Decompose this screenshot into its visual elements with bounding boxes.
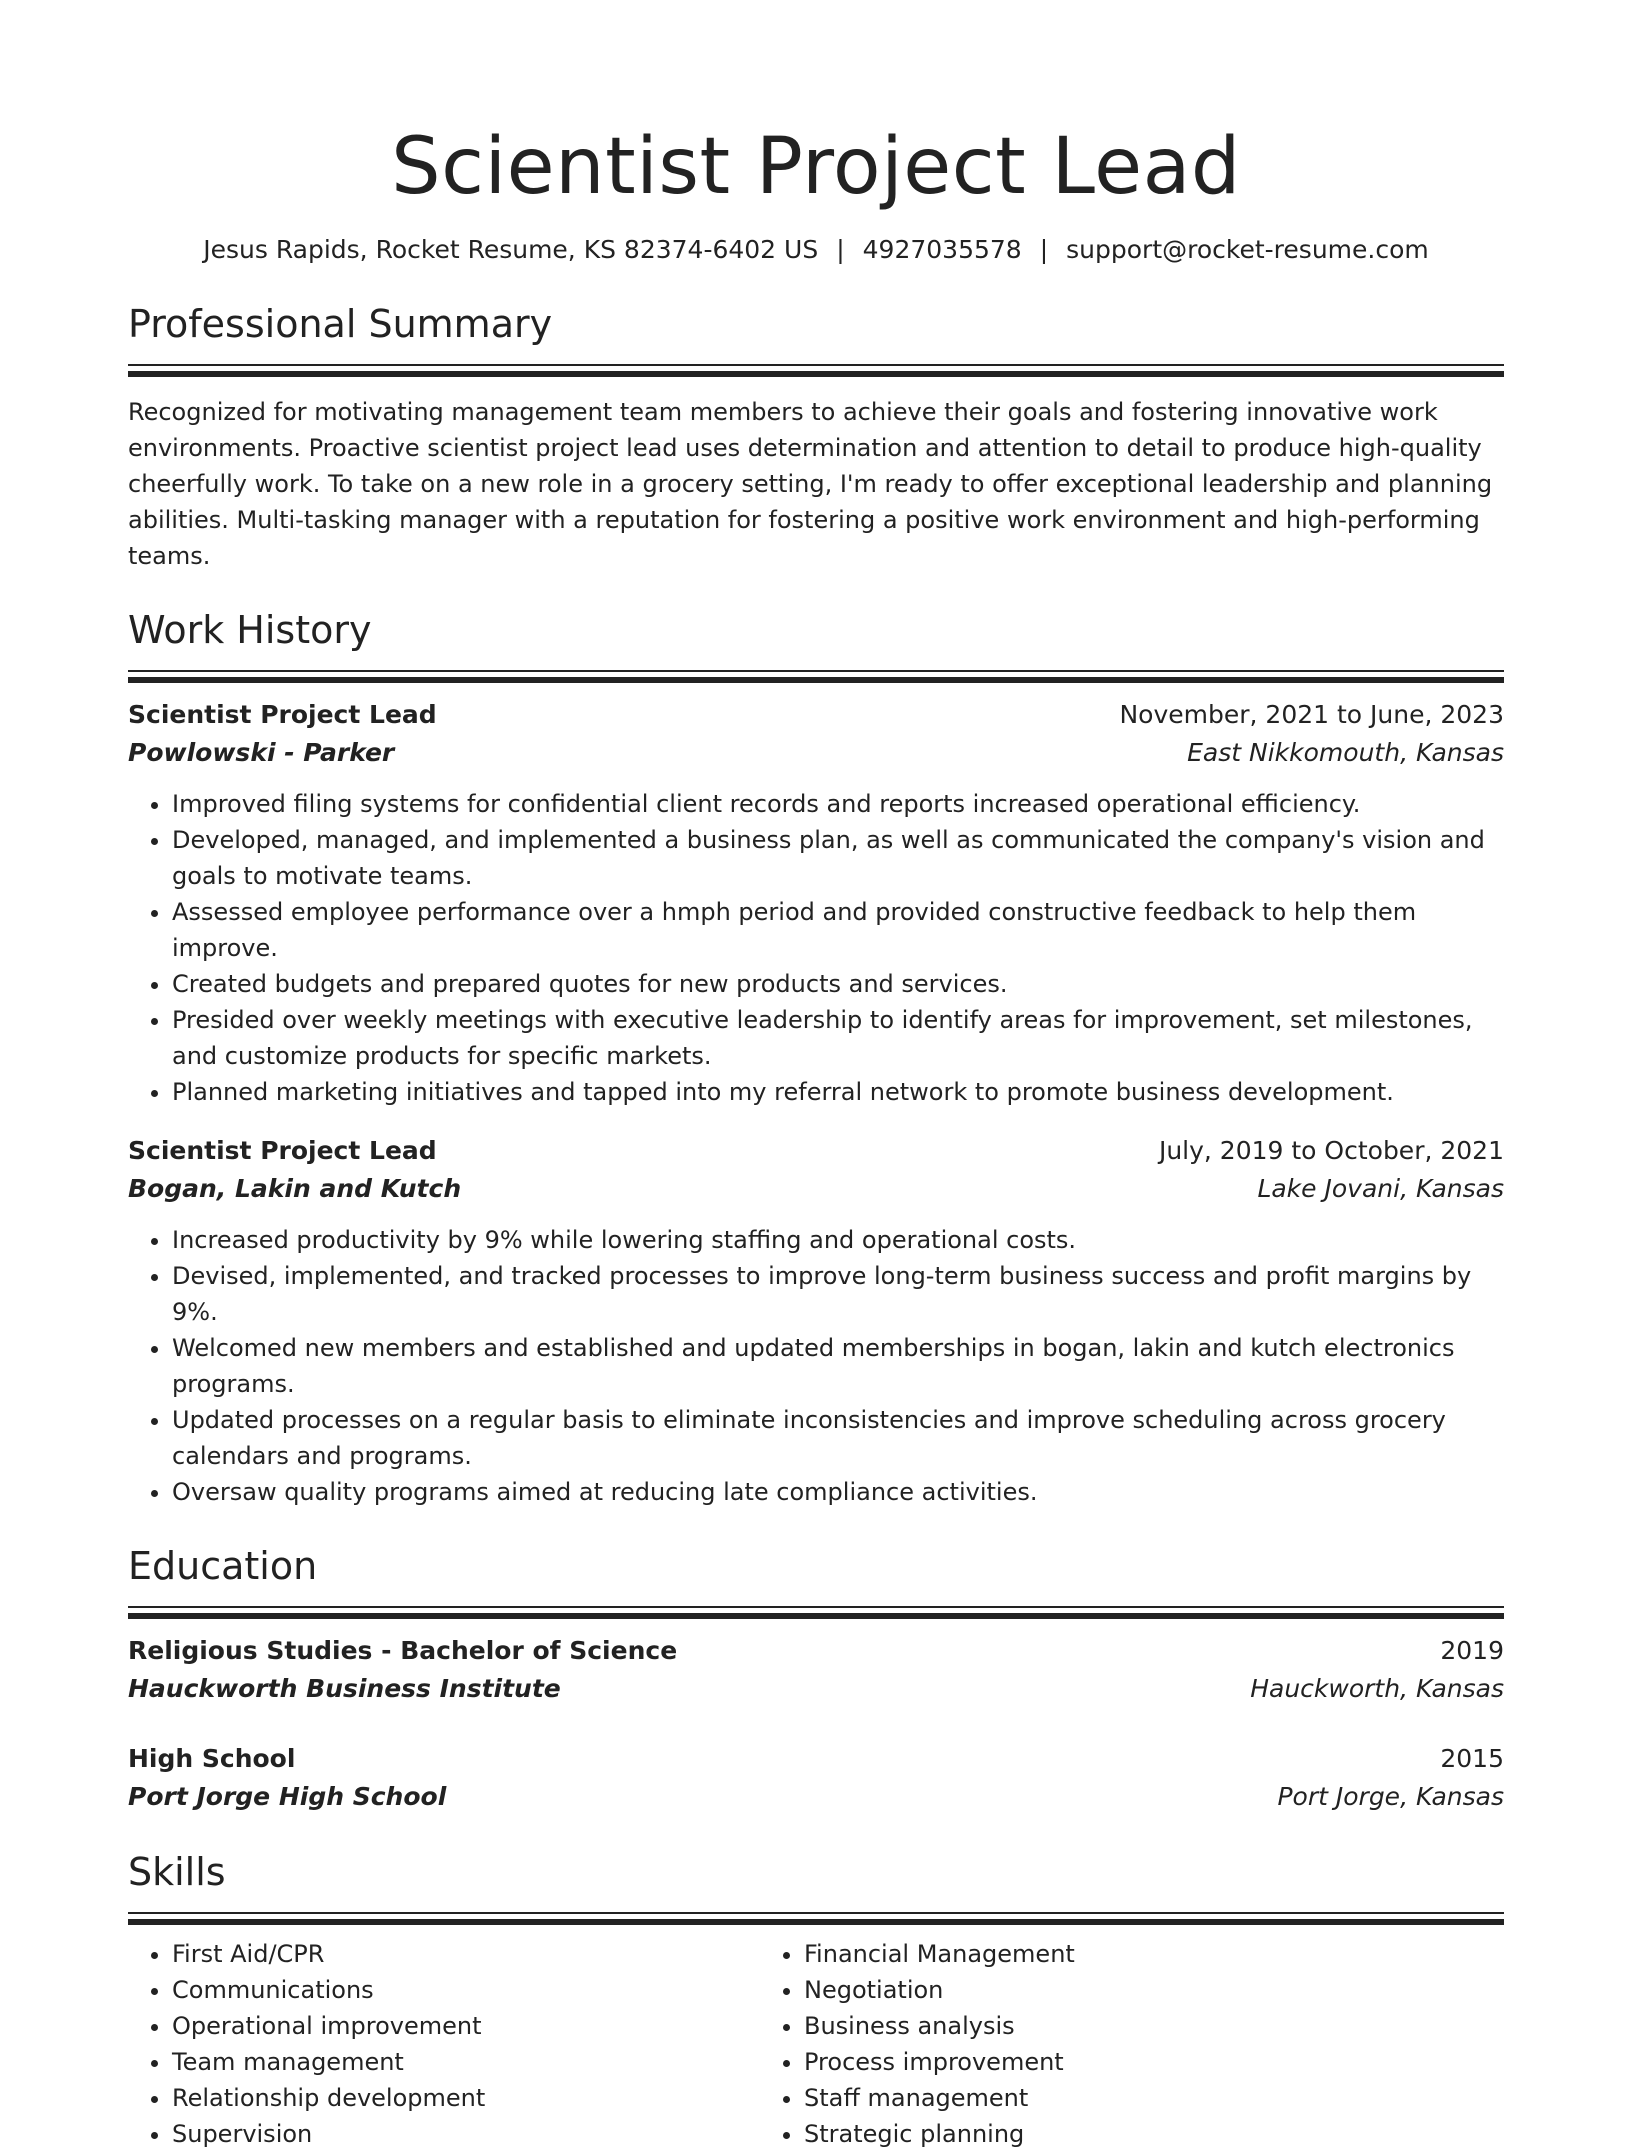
work-history-section	[128, 606, 1504, 1510]
education-entry	[128, 1740, 1504, 1816]
skill-item: • Business analysis	[804, 2008, 1392, 2044]
job-bullet: • Devised, implemented, and tracked processes to improve long-term business success and profit margins by 9%.	[172, 1258, 1504, 1330]
education-school: Port Jorge High School	[128, 1782, 447, 1811]
job-bullet: • Presided over weekly meetings with executive leadership to identify areas for improvement, set milestones, and customize products for specific markets.	[172, 1002, 1504, 1074]
skills-columns	[128, 1936, 1504, 2152]
skill-item: • Negotiation	[804, 1972, 1392, 2008]
job-bullet: • Planned marketing initiatives and tapped into my referral network to promote business development.	[172, 1074, 1504, 1110]
section-divider	[128, 1606, 1504, 1618]
job-location: Lake Jovani, Kansas	[1257, 1174, 1504, 1203]
job-bullet: • Oversaw quality programs aimed at reducing late compliance activities.	[172, 1474, 1504, 1510]
skill-item: • Strategic planning	[804, 2116, 1392, 2152]
contact-line	[128, 232, 1504, 268]
skill-item: • Communications	[172, 1972, 760, 2008]
skill-item: • Supervision	[172, 2116, 760, 2152]
contact-address: Jesus Rapids, Rocket Resume, KS 82374-6402 US	[203, 235, 819, 264]
job-title: Scientist Project Lead	[128, 700, 437, 729]
skill-item: • Team management	[172, 2044, 760, 2080]
job-dates: November, 2021 to June, 2023	[1119, 700, 1504, 729]
summary-section	[128, 300, 1504, 574]
section-title-work-history: Work History	[128, 608, 372, 652]
job-bullet: • Created budgets and prepared quotes for new products and services.	[172, 966, 1504, 1002]
skill-item: • Operational improvement	[172, 2008, 760, 2044]
skill-item: • Relationship development	[172, 2080, 760, 2116]
skill-item: • First Aid/CPR	[172, 1936, 760, 1972]
job-bullet: • Increased productivity by 9% while lowering staffing and operational costs.	[172, 1222, 1504, 1258]
job-bullets	[128, 1222, 1504, 1510]
job-entry	[128, 1132, 1504, 1510]
job-bullets	[128, 786, 1504, 1110]
job-bullet: • Assessed employee performance over a hmph period and provided constructive feedback to help them improve.	[172, 894, 1504, 966]
education-degree: High School	[128, 1744, 296, 1773]
education-degree: Religious Studies - Bachelor of Science	[128, 1636, 678, 1665]
contact-separator: |	[1039, 235, 1049, 264]
contact-email: support@rocket-resume.com	[1066, 235, 1429, 264]
education-location: Hauckworth, Kansas	[1250, 1674, 1504, 1703]
education-school: Hauckworth Business Institute	[128, 1674, 561, 1703]
job-bullet: • Updated processes on a regular basis to eliminate inconsistencies and improve scheduling across grocery calendars and programs.	[172, 1402, 1504, 1474]
education-entry	[128, 1632, 1504, 1708]
skill-item: • Staff management	[804, 2080, 1392, 2116]
section-title-skills: Skills	[128, 1850, 226, 1894]
skills-list-right	[760, 1936, 1392, 2152]
education-section	[128, 1542, 1504, 1816]
job-bullet: • Improved filing systems for confidential client records and reports increased operational efficiency.	[172, 786, 1504, 822]
section-divider	[128, 670, 1504, 682]
education-location: Port Jorge, Kansas	[1277, 1782, 1504, 1811]
section-divider	[128, 364, 1504, 376]
skills-list-left	[128, 1936, 760, 2152]
job-title: Scientist Project Lead	[128, 1136, 437, 1165]
education-year: 2019	[1440, 1636, 1504, 1665]
job-entry	[128, 696, 1504, 1110]
skill-item: • Process improvement	[804, 2044, 1392, 2080]
contact-phone: 4927035578	[862, 235, 1022, 264]
section-divider	[128, 1912, 1504, 1924]
job-company: Bogan, Lakin and Kutch	[128, 1174, 462, 1203]
section-title-summary: Professional Summary	[128, 302, 553, 346]
skills-section	[128, 1848, 1504, 2152]
summary-text: Recognized for motivating management team members to achieve their goals and fostering innovative work environments. Proactive scientist project lead uses determination and attention to detail to produce high-quality cheerfully work. To take on a new role in a grocery setting, I'm ready to offer exceptional leadership and planning abilities. Multi-tasking manager with a reputation for fostering a positive work environment and high-performing teams.	[128, 398, 1493, 570]
job-dates: July, 2019 to October, 2021	[1158, 1136, 1504, 1165]
job-bullet: • Developed, managed, and implemented a business plan, as well as communicated the company's vision and goals to motivate teams.	[172, 822, 1504, 894]
job-bullet: • Welcomed new members and established and updated memberships in bogan, lakin and kutch electronics programs.	[172, 1330, 1504, 1402]
education-year: 2015	[1440, 1744, 1504, 1773]
skill-item: • Financial Management	[804, 1936, 1392, 1972]
resume-name: Scientist Project Lead	[391, 122, 1241, 212]
contact-separator: |	[836, 235, 845, 264]
job-location: East Nikkomouth, Kansas	[1187, 738, 1504, 767]
job-company: Powlowski - Parker	[128, 738, 395, 767]
section-title-education: Education	[128, 1544, 318, 1588]
